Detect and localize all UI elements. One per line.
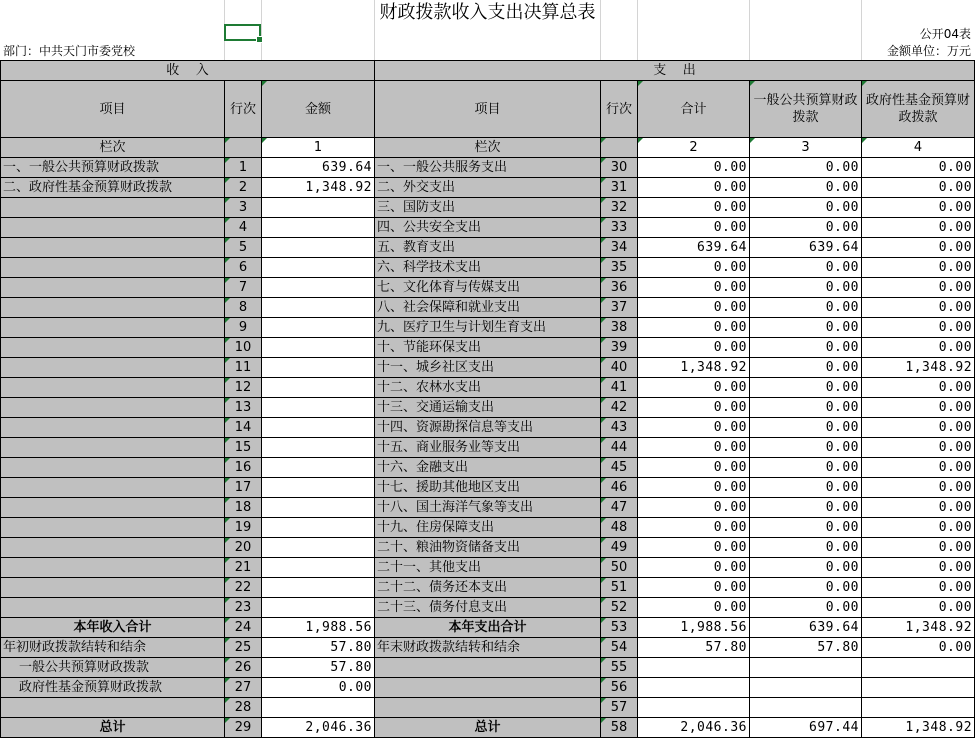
table-row [1,698,975,718]
expense-item-cell[interactable]: 本年支出合计 [375,618,601,638]
expense-row-no-cell[interactable]: 58 [601,718,638,738]
gov-fund-cell[interactable]: 0.00 [862,538,975,558]
total-cell[interactable]: 0.00 [638,538,750,558]
total-cell[interactable]: 57.80 [638,638,750,658]
income-amount-cell[interactable] [262,518,375,538]
income-item-cell[interactable] [1,518,225,538]
income-item-cell[interactable] [1,258,225,278]
expense-row-no-cell[interactable]: 30 [601,158,638,178]
expense-row-no-cell[interactable]: 55 [601,658,638,678]
table-row [1,218,975,238]
expense-row-no-cell[interactable]: 53 [601,618,638,638]
general-budget-cell[interactable]: 0.00 [750,318,862,338]
income-amount-cell[interactable] [262,698,375,718]
income-amount-cell[interactable] [262,498,375,518]
report-title: 财政拨款收入支出决算总表 [379,2,596,23]
total-cell[interactable]: 0.00 [638,278,750,298]
expense-item-cell[interactable]: 十五、商业服务业等支出 [375,438,601,458]
general-budget-cell[interactable]: 0.00 [750,418,862,438]
income-row-no-cell[interactable]: 4 [225,218,262,238]
expense-row-no-cell[interactable]: 50 [601,558,638,578]
income-item-cell[interactable]: 二、政府性基金预算财政拨款 [1,178,225,198]
income-amount-header[interactable]: 金额 [262,81,375,138]
table-row [1,598,975,618]
income-row-no-cell[interactable]: 22 [225,578,262,598]
gov-fund-cell[interactable]: 0.00 [862,438,975,458]
general-budget-cell[interactable]: 0.00 [750,218,862,238]
general-budget-cell[interactable]: 0.00 [750,438,862,458]
income-row-no-cell[interactable]: 21 [225,558,262,578]
gov-fund-cell[interactable]: 0.00 [862,218,975,238]
table-row [1,198,975,218]
income-amount-cell[interactable] [262,198,375,218]
gov-fund-cell[interactable]: 1,348.92 [862,618,975,638]
column-label[interactable]: 栏次 [375,138,601,158]
column-label-row [1,138,975,158]
expense-row-no-cell[interactable]: 38 [601,318,638,338]
expense-row-no-cell[interactable]: 57 [601,698,638,718]
total-cell[interactable]: 0.00 [638,218,750,238]
expense-item-cell[interactable]: 十三、交通运输支出 [375,398,601,418]
gov-fund-cell[interactable]: 0.00 [862,198,975,218]
expense-item-cell[interactable]: 十七、援助其他地区支出 [375,478,601,498]
income-item-cell[interactable] [1,598,225,618]
expense-item-cell[interactable]: 二十二、债务还本支出 [375,578,601,598]
general-budget-cell[interactable]: 0.00 [750,598,862,618]
column-header-row [1,81,975,138]
income-section-header[interactable]: 收 入 [1,61,375,81]
expense-row-no-cell[interactable]: 42 [601,398,638,418]
form-number: 公开04表 [919,27,971,41]
gov-fund-cell[interactable] [862,678,975,698]
expense-row-no-cell[interactable]: 36 [601,278,638,298]
income-amount-cell[interactable] [262,538,375,558]
gov-fund-header[interactable]: 政府性基金预算财政拨款 [862,81,975,138]
table-row [1,378,975,398]
total-cell[interactable]: 0.00 [638,158,750,178]
expense-item-cell[interactable] [375,658,601,678]
table-row [1,658,975,678]
income-amount-cell[interactable]: 1,988.56 [262,618,375,638]
total-cell[interactable]: 0.00 [638,258,750,278]
table-row [1,538,975,558]
expense-row-no-cell[interactable]: 48 [601,518,638,538]
general-budget-cell[interactable]: 0.00 [750,558,862,578]
income-row-no-cell[interactable]: 2 [225,178,262,198]
expense-item-cell[interactable] [375,678,601,698]
total-cell[interactable]: 0.00 [638,298,750,318]
income-item-cell[interactable] [1,298,225,318]
expense-row-no-cell[interactable]: 39 [601,338,638,358]
general-budget-cell[interactable]: 0.00 [750,538,862,558]
general-budget-cell[interactable]: 0.00 [750,358,862,378]
income-item-cell[interactable] [1,198,225,218]
table-row [1,258,975,278]
expense-item-cell[interactable]: 六、科学技术支出 [375,258,601,278]
expense-row-no-cell[interactable]: 37 [601,298,638,318]
income-row-no-cell[interactable]: 27 [225,678,262,698]
general-budget-cell[interactable]: 0.00 [750,278,862,298]
general-budget-header[interactable]: 一般公共预算财政拨款 [750,81,862,138]
total-header[interactable]: 合计 [638,81,750,138]
expense-item-header[interactable]: 项目 [375,81,601,138]
income-item-cell[interactable] [1,558,225,578]
expense-row-no-cell[interactable]: 52 [601,598,638,618]
expense-item-cell[interactable]: 年末财政拨款结转和结余 [375,638,601,658]
general-budget-cell[interactable]: 0.00 [750,158,862,178]
general-budget-cell[interactable]: 57.80 [750,638,862,658]
gov-fund-cell[interactable]: 0.00 [862,238,975,258]
income-item-cell[interactable] [1,218,225,238]
table-row [1,298,975,318]
expense-row-no-header[interactable]: 行次 [601,81,638,138]
income-item-cell[interactable] [1,358,225,378]
expense-row-no-cell[interactable]: 47 [601,498,638,518]
table-row [1,158,975,178]
income-amount-cell[interactable] [262,318,375,338]
income-item-cell[interactable] [1,578,225,598]
expense-item-cell[interactable]: 八、社会保障和就业支出 [375,298,601,318]
income-item-cell[interactable] [1,238,225,258]
general-budget-cell[interactable] [750,678,862,698]
income-amount-cell[interactable] [262,438,375,458]
income-amount-cell[interactable]: 0.00 [262,678,375,698]
total-cell[interactable]: 0.00 [638,198,750,218]
table-row [1,498,975,518]
income-amount-cell[interactable] [262,598,375,618]
income-item-cell[interactable] [1,438,225,458]
income-amount-cell[interactable]: 1,348.92 [262,178,375,198]
expense-item-cell[interactable] [375,698,601,718]
unit-label: 金额单位：万元 [886,44,971,58]
gov-fund-cell[interactable] [862,658,975,678]
gov-fund-cell[interactable]: 0.00 [862,498,975,518]
income-row-no-cell[interactable]: 17 [225,478,262,498]
gov-fund-cell[interactable]: 0.00 [862,298,975,318]
total-cell[interactable]: 0.00 [638,498,750,518]
expense-row-no-cell[interactable]: 49 [601,538,638,558]
general-budget-cell[interactable]: 0.00 [750,178,862,198]
expense-item-cell[interactable]: 十四、资源勘探信息等支出 [375,418,601,438]
gov-fund-cell[interactable]: 0.00 [862,318,975,338]
expense-row-no-cell[interactable]: 41 [601,378,638,398]
income-amount-cell[interactable] [262,418,375,438]
gov-fund-cell[interactable]: 1,348.92 [862,358,975,378]
total-cell[interactable]: 0.00 [638,178,750,198]
gov-fund-cell[interactable]: 0.00 [862,478,975,498]
department-label: 部门：中共天门市委党校 [3,44,136,58]
income-amount-cell[interactable] [262,278,375,298]
expense-item-cell[interactable]: 二、外交支出 [375,178,601,198]
income-row-no-cell[interactable]: 18 [225,498,262,518]
income-amount-cell[interactable] [262,378,375,398]
income-row-no-cell[interactable]: 24 [225,618,262,638]
expense-row-no-cell[interactable]: 43 [601,418,638,438]
income-amount-cell[interactable] [262,258,375,278]
general-budget-cell[interactable]: 0.00 [750,298,862,318]
expense-item-cell[interactable]: 一、一般公共服务支出 [375,158,601,178]
table-row [1,678,975,698]
expense-row-no-cell[interactable]: 34 [601,238,638,258]
expense-row-no-cell[interactable]: 44 [601,438,638,458]
gov-fund-cell[interactable]: 0.00 [862,398,975,418]
empty-cell[interactable] [225,138,262,158]
expense-row-no-cell[interactable]: 46 [601,478,638,498]
income-row-no-cell[interactable]: 13 [225,398,262,418]
expense-item-cell[interactable]: 总计 [375,718,601,738]
income-row-no-cell[interactable]: 1 [225,158,262,178]
table-row [1,238,975,258]
income-row-no-cell[interactable]: 5 [225,238,262,258]
total-cell[interactable]: 0.00 [638,558,750,578]
expense-row-no-cell[interactable]: 56 [601,678,638,698]
income-item-cell[interactable] [1,418,225,438]
table-row [1,338,975,358]
total-cell[interactable] [638,678,750,698]
column-number[interactable]: 3 [750,138,862,158]
income-amount-cell[interactable]: 639.64 [262,158,375,178]
income-item-cell[interactable] [1,278,225,298]
expense-row-no-cell[interactable]: 51 [601,578,638,598]
income-row-no-cell[interactable]: 25 [225,638,262,658]
income-row-no-cell[interactable]: 10 [225,338,262,358]
table-row [1,278,975,298]
income-row-no-cell[interactable]: 7 [225,278,262,298]
income-amount-cell[interactable] [262,238,375,258]
income-item-cell[interactable]: 政府性基金预算财政拨款 [1,678,225,698]
total-cell[interactable]: 0.00 [638,318,750,338]
table-row [1,478,975,498]
income-amount-cell[interactable]: 57.80 [262,658,375,678]
income-row-no-cell[interactable]: 20 [225,538,262,558]
gov-fund-cell[interactable] [862,698,975,718]
general-budget-cell[interactable]: 0.00 [750,378,862,398]
general-budget-cell[interactable]: 0.00 [750,398,862,418]
expense-row-no-cell[interactable]: 32 [601,198,638,218]
table-row [1,558,975,578]
income-amount-cell[interactable]: 57.80 [262,638,375,658]
column-number[interactable]: 2 [638,138,750,158]
total-cell[interactable]: 0.00 [638,338,750,358]
table-row [1,418,975,438]
general-budget-cell[interactable]: 639.64 [750,238,862,258]
total-cell[interactable] [638,658,750,678]
column-label[interactable]: 栏次 [1,138,225,158]
total-cell[interactable]: 0.00 [638,418,750,438]
gov-fund-cell[interactable]: 0.00 [862,598,975,618]
income-row-no-cell[interactable]: 28 [225,698,262,718]
total-cell[interactable]: 0.00 [638,478,750,498]
table-row [1,438,975,458]
expense-item-cell[interactable]: 十八、国土海洋气象等支出 [375,498,601,518]
gov-fund-cell[interactable]: 0.00 [862,178,975,198]
income-item-cell[interactable] [1,338,225,358]
total-cell[interactable]: 0.00 [638,378,750,398]
table-row [1,358,975,378]
table-row [1,618,975,638]
column-number[interactable]: 4 [862,138,975,158]
income-item-cell[interactable]: 总计 [1,718,225,738]
income-item-cell[interactable] [1,318,225,338]
section-header-row [1,61,975,81]
general-budget-cell[interactable]: 0.00 [750,478,862,498]
income-item-cell[interactable]: 本年收入合计 [1,618,225,638]
general-budget-cell[interactable] [750,658,862,678]
income-row-no-cell[interactable]: 23 [225,598,262,618]
table-row [1,518,975,538]
income-row-no-cell[interactable]: 29 [225,718,262,738]
income-item-cell[interactable]: 年初财政拨款结转和结余 [1,638,225,658]
gov-fund-cell[interactable]: 0.00 [862,458,975,478]
income-item-cell[interactable] [1,498,225,518]
income-item-cell[interactable] [1,698,225,718]
gov-fund-cell[interactable]: 0.00 [862,518,975,538]
income-item-cell[interactable]: 一、一般公共预算财政拨款 [1,158,225,178]
income-amount-cell[interactable] [262,478,375,498]
income-amount-cell[interactable] [262,218,375,238]
income-amount-cell[interactable] [262,458,375,478]
gov-fund-cell[interactable]: 0.00 [862,638,975,658]
income-row-no-cell[interactable]: 9 [225,318,262,338]
total-cell[interactable]: 2,046.36 [638,718,750,738]
total-cell[interactable]: 0.00 [638,398,750,418]
total-cell[interactable]: 0.00 [638,458,750,478]
gov-fund-cell[interactable]: 0.00 [862,258,975,278]
empty-cell[interactable] [601,138,638,158]
expense-item-cell[interactable]: 十、节能环保支出 [375,338,601,358]
expense-item-cell[interactable]: 七、文化体育与传媒支出 [375,278,601,298]
general-budget-cell[interactable]: 0.00 [750,518,862,538]
income-item-cell[interactable] [1,458,225,478]
expense-item-cell[interactable]: 二十、粮油物资储备支出 [375,538,601,558]
selected-cell[interactable] [224,24,261,41]
gov-fund-cell[interactable]: 0.00 [862,378,975,398]
expense-item-cell[interactable]: 九、医疗卫生与计划生育支出 [375,318,601,338]
income-amount-cell[interactable] [262,358,375,378]
income-item-cell[interactable]: 一般公共预算财政拨款 [1,658,225,678]
gov-fund-cell[interactable]: 0.00 [862,578,975,598]
table-row [1,318,975,338]
expense-item-cell[interactable]: 四、公共安全支出 [375,218,601,238]
gov-fund-cell[interactable]: 1,348.92 [862,718,975,738]
expense-row-no-cell[interactable]: 33 [601,218,638,238]
expense-row-no-cell[interactable]: 40 [601,358,638,378]
income-row-no-cell[interactable]: 14 [225,418,262,438]
income-amount-cell[interactable] [262,578,375,598]
income-row-no-cell[interactable]: 11 [225,358,262,378]
expense-item-cell[interactable]: 十一、城乡社区支出 [375,358,601,378]
income-amount-cell[interactable]: 2,046.36 [262,718,375,738]
table-row [1,178,975,198]
expense-item-cell[interactable]: 十九、住房保障支出 [375,518,601,538]
gov-fund-cell[interactable]: 0.00 [862,558,975,578]
total-cell[interactable]: 0.00 [638,518,750,538]
general-budget-cell[interactable] [750,698,862,718]
income-item-cell[interactable] [1,478,225,498]
expense-row-no-cell[interactable]: 31 [601,178,638,198]
income-item-header[interactable]: 项目 [1,81,225,138]
table-row [1,398,975,418]
income-row-no-cell[interactable]: 6 [225,258,262,278]
total-cell[interactable]: 1,348.92 [638,358,750,378]
income-row-no-cell[interactable]: 12 [225,378,262,398]
expense-item-cell[interactable]: 十二、农林水支出 [375,378,601,398]
general-budget-cell[interactable]: 0.00 [750,338,862,358]
total-cell[interactable] [638,698,750,718]
general-budget-cell[interactable]: 639.64 [750,618,862,638]
total-cell[interactable]: 0.00 [638,438,750,458]
gov-fund-cell[interactable]: 0.00 [862,158,975,178]
expense-item-cell[interactable]: 三、国防支出 [375,198,601,218]
total-cell[interactable]: 1,988.56 [638,618,750,638]
table-row [1,638,975,658]
expense-item-cell[interactable]: 二十三、债务付息支出 [375,598,601,618]
expense-row-no-cell[interactable]: 35 [601,258,638,278]
expense-item-cell[interactable]: 二十一、其他支出 [375,558,601,578]
expense-item-cell[interactable]: 十六、金融支出 [375,458,601,478]
general-budget-cell[interactable]: 0.00 [750,578,862,598]
general-budget-cell[interactable]: 0.00 [750,198,862,218]
income-row-no-cell[interactable]: 3 [225,198,262,218]
expense-row-no-cell[interactable]: 54 [601,638,638,658]
gov-fund-cell[interactable]: 0.00 [862,278,975,298]
income-item-cell[interactable] [1,398,225,418]
income-amount-cell[interactable] [262,398,375,418]
total-cell[interactable]: 639.64 [638,238,750,258]
general-budget-cell[interactable]: 0.00 [750,258,862,278]
total-cell[interactable]: 0.00 [638,598,750,618]
income-row-no-cell[interactable]: 8 [225,298,262,318]
expense-item-cell[interactable]: 五、教育支出 [375,238,601,258]
income-item-cell[interactable] [1,538,225,558]
income-amount-cell[interactable] [262,558,375,578]
income-amount-cell[interactable] [262,298,375,318]
table-row [1,578,975,598]
total-cell[interactable]: 0.00 [638,578,750,598]
expense-section-header[interactable]: 支 出 [375,61,975,81]
budget-table [0,60,975,738]
general-budget-cell[interactable]: 697.44 [750,718,862,738]
general-budget-cell[interactable]: 0.00 [750,498,862,518]
income-amount-cell[interactable] [262,338,375,358]
income-row-no-cell[interactable]: 19 [225,518,262,538]
table-row [1,718,975,738]
income-row-no-cell[interactable]: 15 [225,438,262,458]
income-row-no-cell[interactable]: 16 [225,458,262,478]
gov-fund-cell[interactable]: 0.00 [862,338,975,358]
expense-row-no-cell[interactable]: 45 [601,458,638,478]
income-row-no-cell[interactable]: 26 [225,658,262,678]
table-row [1,458,975,478]
gov-fund-cell[interactable]: 0.00 [862,418,975,438]
column-number[interactable]: 1 [262,138,375,158]
general-budget-cell[interactable]: 0.00 [750,458,862,478]
income-item-cell[interactable] [1,378,225,398]
income-row-no-header[interactable]: 行次 [225,81,262,138]
